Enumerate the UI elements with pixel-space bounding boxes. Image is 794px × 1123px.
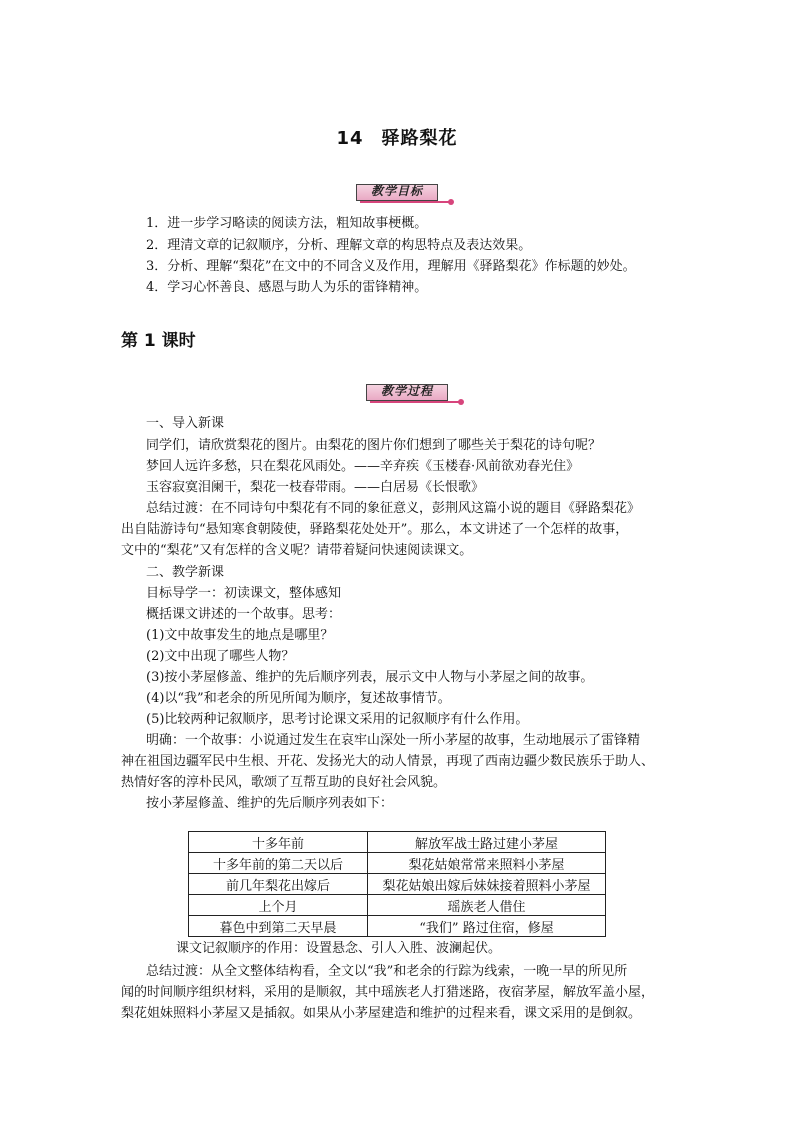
paragraph-line: 神在祖国边疆军民中生根、开花、发扬光大的动人情景，再现了西南边疆少数民族乐于助人、 [121, 754, 655, 769]
table-cell: 十多年前的第二天以后 [189, 853, 368, 874]
badge-underline [370, 401, 462, 403]
table-cell: 解放军战士路过建小茅屋 [368, 832, 606, 853]
process-badge-label: 教学过程 [380, 384, 433, 398]
badge-dot [448, 199, 454, 205]
paragraph-line: 课文记叙顺序的作用：设置悬念、引人入胜、波澜起伏。 [176, 941, 502, 956]
table-cell: 前几年梨花出嫁后 [189, 874, 368, 895]
paragraph-line: 闻的时间顺序组织材料，采用的是顺叙，其中瑶族老人打猎迷路，夜宿茅屋，解放军盖小屋， [121, 985, 655, 1000]
paragraph-line: 同学们，请欣赏梨花的图片。由梨花的图片你们想到了哪些关于梨花的诗句呢？ [146, 438, 602, 453]
question-item: (4)以“我”和老余的所见所闻为顺序，复述故事情节。 [146, 691, 451, 706]
goal-item: 2．理清文章的记叙顺序，分析、理解文章的构思特点及表达效果。 [146, 238, 532, 253]
table-row [189, 916, 606, 937]
goals-badge [356, 182, 452, 202]
lesson-title: 驿路梨花 [381, 128, 458, 149]
question-item: (1)文中故事发生的地点是哪里？ [146, 628, 334, 643]
lesson-heading: 第 1 课时 [121, 331, 196, 351]
poem-line: 玉容寂寞泪阑干，梨花一枝春带雨。——白居易《长恨歌》 [146, 480, 485, 495]
table-row [189, 895, 606, 916]
paragraph-line: 总结过渡：从全文整体结构看，全文以“我”和老余的行踪为线索，一晚一早的所见所 [146, 964, 628, 979]
table-row [189, 832, 606, 853]
lesson-number: 14 [336, 128, 364, 149]
question-item: (5)比较两种记叙顺序，思考讨论课文采用的记叙顺序有什么作用。 [146, 712, 529, 727]
badge-dot [458, 399, 464, 405]
table-cell: 梨花姑娘出嫁后妹妹接着照料小茅屋 [368, 874, 606, 895]
table-cell: 上个月 [189, 895, 368, 916]
paragraph-line: 明确：一个故事：小说通过发生在哀牢山深处一所小茅屋的故事，生动地展示了雷锋精 [146, 733, 641, 748]
question-item: (3)按小茅屋修盖、维护的先后顺序列表，展示文中人物与小茅屋之间的故事。 [146, 670, 594, 685]
table-cell: “我们” 路过住宿，修屋 [368, 916, 606, 937]
question-item: (2)文中出现了哪些人物？ [146, 649, 295, 664]
paragraph-line: 梨花姐妹照料小茅屋又是插叙。如果从小茅屋建造和维护的过程来看，课文采用的是倒叙。 [121, 1006, 642, 1021]
section-heading: 一、导入新课 [146, 416, 225, 431]
order-table [188, 831, 606, 937]
paragraph-line: 概括课文讲述的一个故事。思考： [146, 607, 342, 622]
poem-line: 梦回人远许多愁，只在梨花风雨处。——辛弃疾《玉楼春·风前欲劝春光住》 [146, 459, 580, 474]
goal-item: 4．学习心怀善良、感恩与助人为乐的雷锋精神。 [146, 280, 428, 295]
process-badge [366, 382, 462, 402]
goal-item: 1．进一步学习略读的阅读方法，粗知故事梗概。 [146, 216, 428, 231]
page-title [0, 124, 794, 150]
paragraph-line: 目标导学一：初读课文，整体感知 [146, 586, 342, 601]
table-cell: 暮色中到第二天早晨 [189, 916, 368, 937]
table-cell: 十多年前 [189, 832, 368, 853]
badge-underline [360, 201, 452, 203]
goal-item: 3．分析、理解“梨花”在文中的不同含义及作用，理解用《驿路梨花》作标题的妙处。 [146, 259, 636, 274]
table-row [189, 853, 606, 874]
paragraph-line: 文中的“梨花”又有怎样的含义呢？请带着疑问快速阅读课文。 [121, 543, 473, 558]
section-heading: 二、教学新课 [146, 565, 225, 580]
goals-badge-label: 教学目标 [370, 184, 423, 198]
table-cell: 瑶族老人借住 [368, 895, 606, 916]
paragraph-line: 热情好客的淳朴民风，歌颂了互帮互助的良好社会风貌。 [121, 775, 447, 790]
paragraph-line: 出自陆游诗句“悬知寒食朝陵使，驿路梨花处处开”。那么，本文讲述了一个怎样的故事， [121, 522, 629, 537]
paragraph-line: 总结过渡：在不同诗句中梨花有不同的象征意义，彭荆风这篇小说的题目《驿路梨花》 [146, 501, 641, 516]
table-row [189, 874, 606, 895]
table-cell: 梨花姑娘常常来照料小茅屋 [368, 853, 606, 874]
paragraph-line: 按小茅屋修盖、维护的先后顺序列表如下： [146, 796, 394, 811]
